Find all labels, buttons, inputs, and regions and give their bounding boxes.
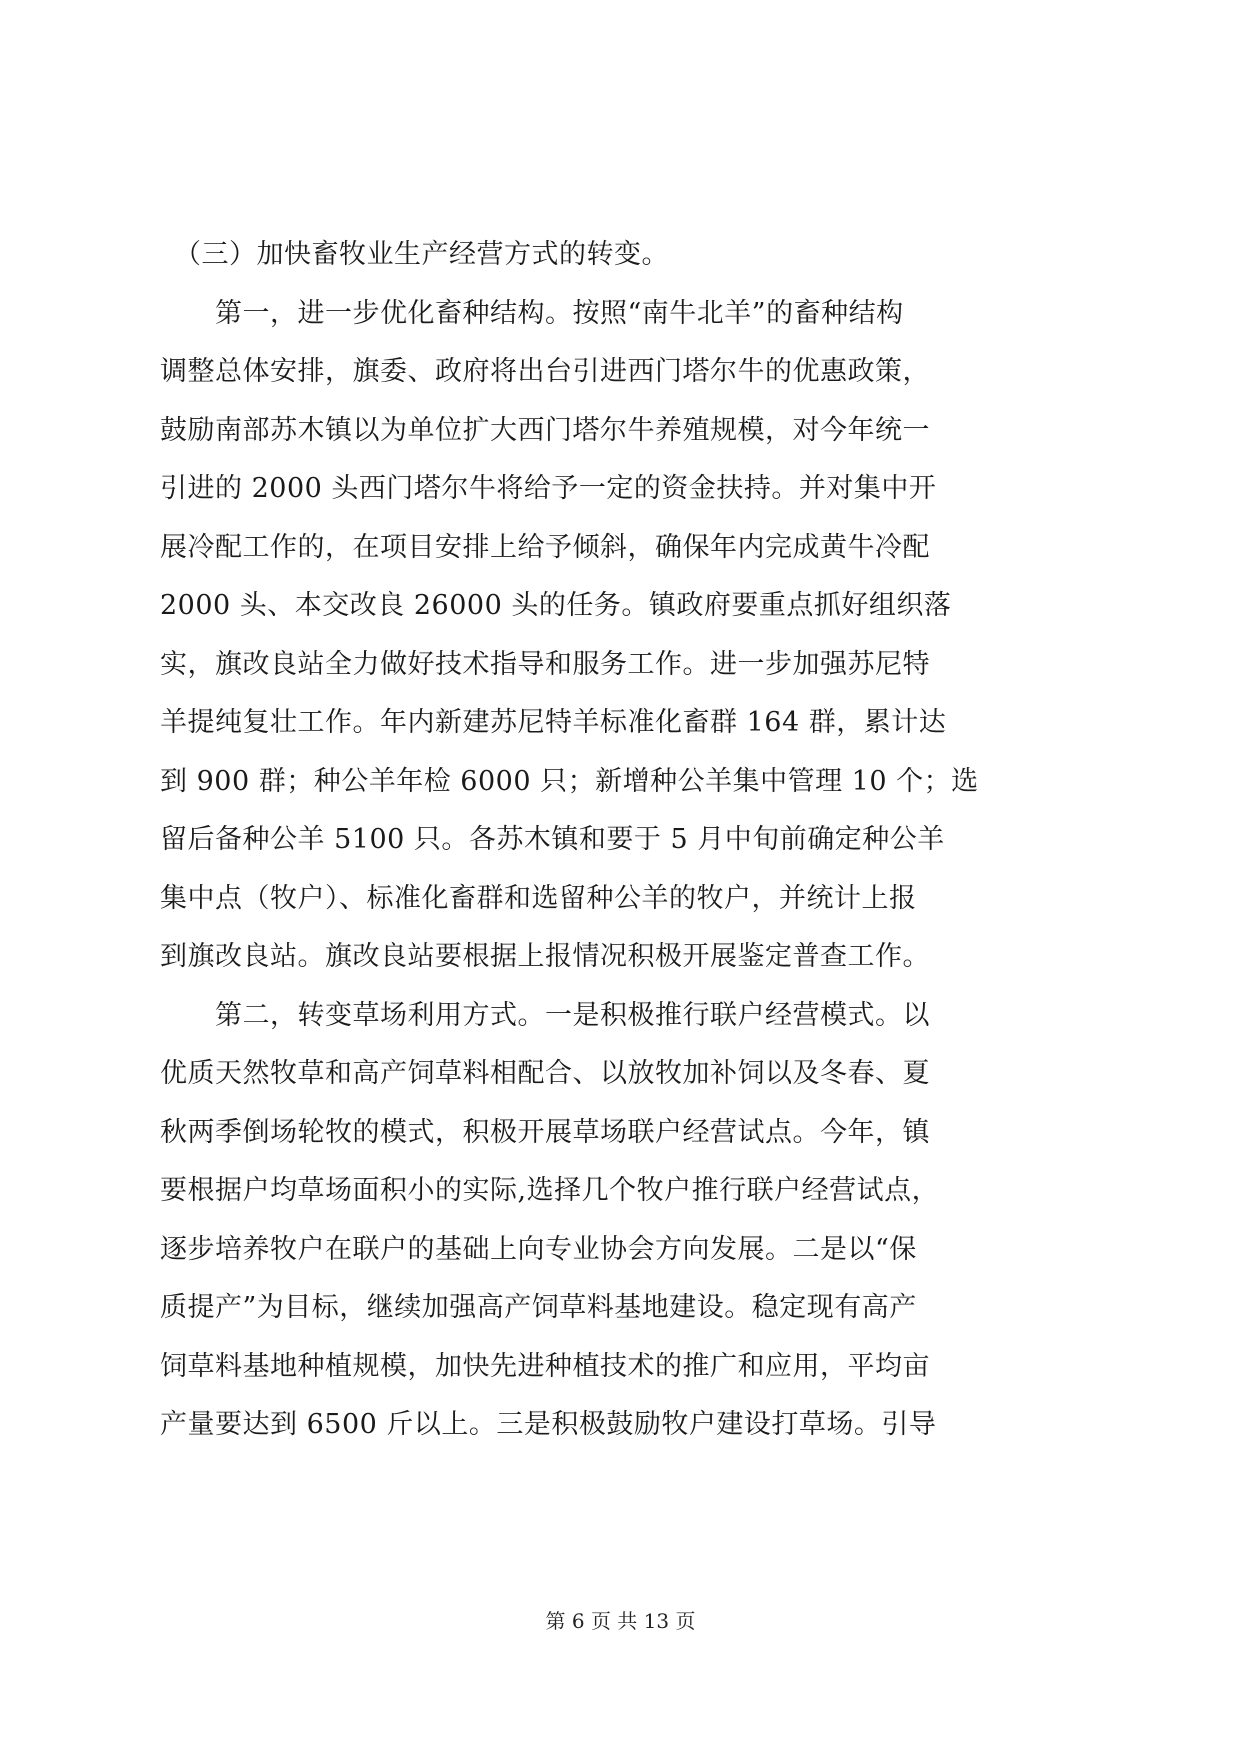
text-line: 留后备种公羊 5100 只。各苏木镇和要于 5 月中旬前确定种公羊	[160, 824, 945, 855]
text-line: 质提产”为目标，继续加强高产饲草料基地建设。稳定现有高产	[160, 1292, 917, 1323]
text-line: 引进的 2000 头西门塔尔牛将给予一定的资金扶持。并对集中开	[160, 473, 937, 504]
text-line: 调整总体安排，旗委、政府将出台引进西门塔尔牛的优惠政策，	[160, 356, 930, 387]
text-line: 鼓励南部苏木镇以为单位扩大西门塔尔牛养殖规模，对今年统一	[160, 414, 930, 446]
document-body	[160, 226, 1080, 1455]
text-line: 优质天然牧草和高产饲草料相配合、以放牧加补饲以及冬春、夏	[160, 1058, 930, 1089]
text-line: 产量要达到 6500 斤以上。三是积极鼓励牧户建设打草场。引导	[160, 1409, 937, 1440]
text-line: 2000 头、本交改良 26000 头的任务。镇政府要重点抓好组织落	[160, 590, 952, 621]
text-line: 第一，进一步优化畜种结构。按照“南牛北羊”的畜种结构	[160, 297, 904, 329]
text-line: （三）加快畜牧业生产经营方式的转变。	[160, 239, 669, 270]
text-line: 逐步培养牧户在联户的基础上向专业协会方向发展。二是以“保	[160, 1233, 917, 1265]
page-number-footer: 第 6 页 共 13 页	[545, 1609, 696, 1633]
text-line: 羊提纯复壮工作。年内新建苏尼特羊标准化畜群 164 群，累计达	[160, 707, 947, 738]
text-line: 第二，转变草场利用方式。一是积极推行联户经营模式。以	[160, 999, 930, 1031]
text-line: 集中点（牧户）、标准化畜群和选留种公羊的牧户，并统计上报	[160, 882, 917, 914]
text-line: 展冷配工作的，在项目安排上给予倾斜，确保年内完成黄牛冷配	[160, 531, 930, 563]
text-line: 到 900 群；种公羊年检 6000 只；新增种公羊集中管理 10 个；选	[160, 765, 979, 797]
text-line: 秋两季倒场轮牧的模式，积极开展草场联户经营试点。今年，镇	[160, 1116, 930, 1148]
text-line: 饲草料基地种植规模，加快先进种植技术的推广和应用，平均亩	[160, 1350, 930, 1382]
text-line: 要根据户均草场面积小的实际,选择几个牧户推行联户经营试点，	[160, 1175, 940, 1206]
text-line: 实，旗改良站全力做好技术指导和服务工作。进一步加强苏尼特	[160, 648, 930, 680]
text-line: 到旗改良站。旗改良站要根据上报情况积极开展鉴定普查工作。	[160, 941, 930, 972]
